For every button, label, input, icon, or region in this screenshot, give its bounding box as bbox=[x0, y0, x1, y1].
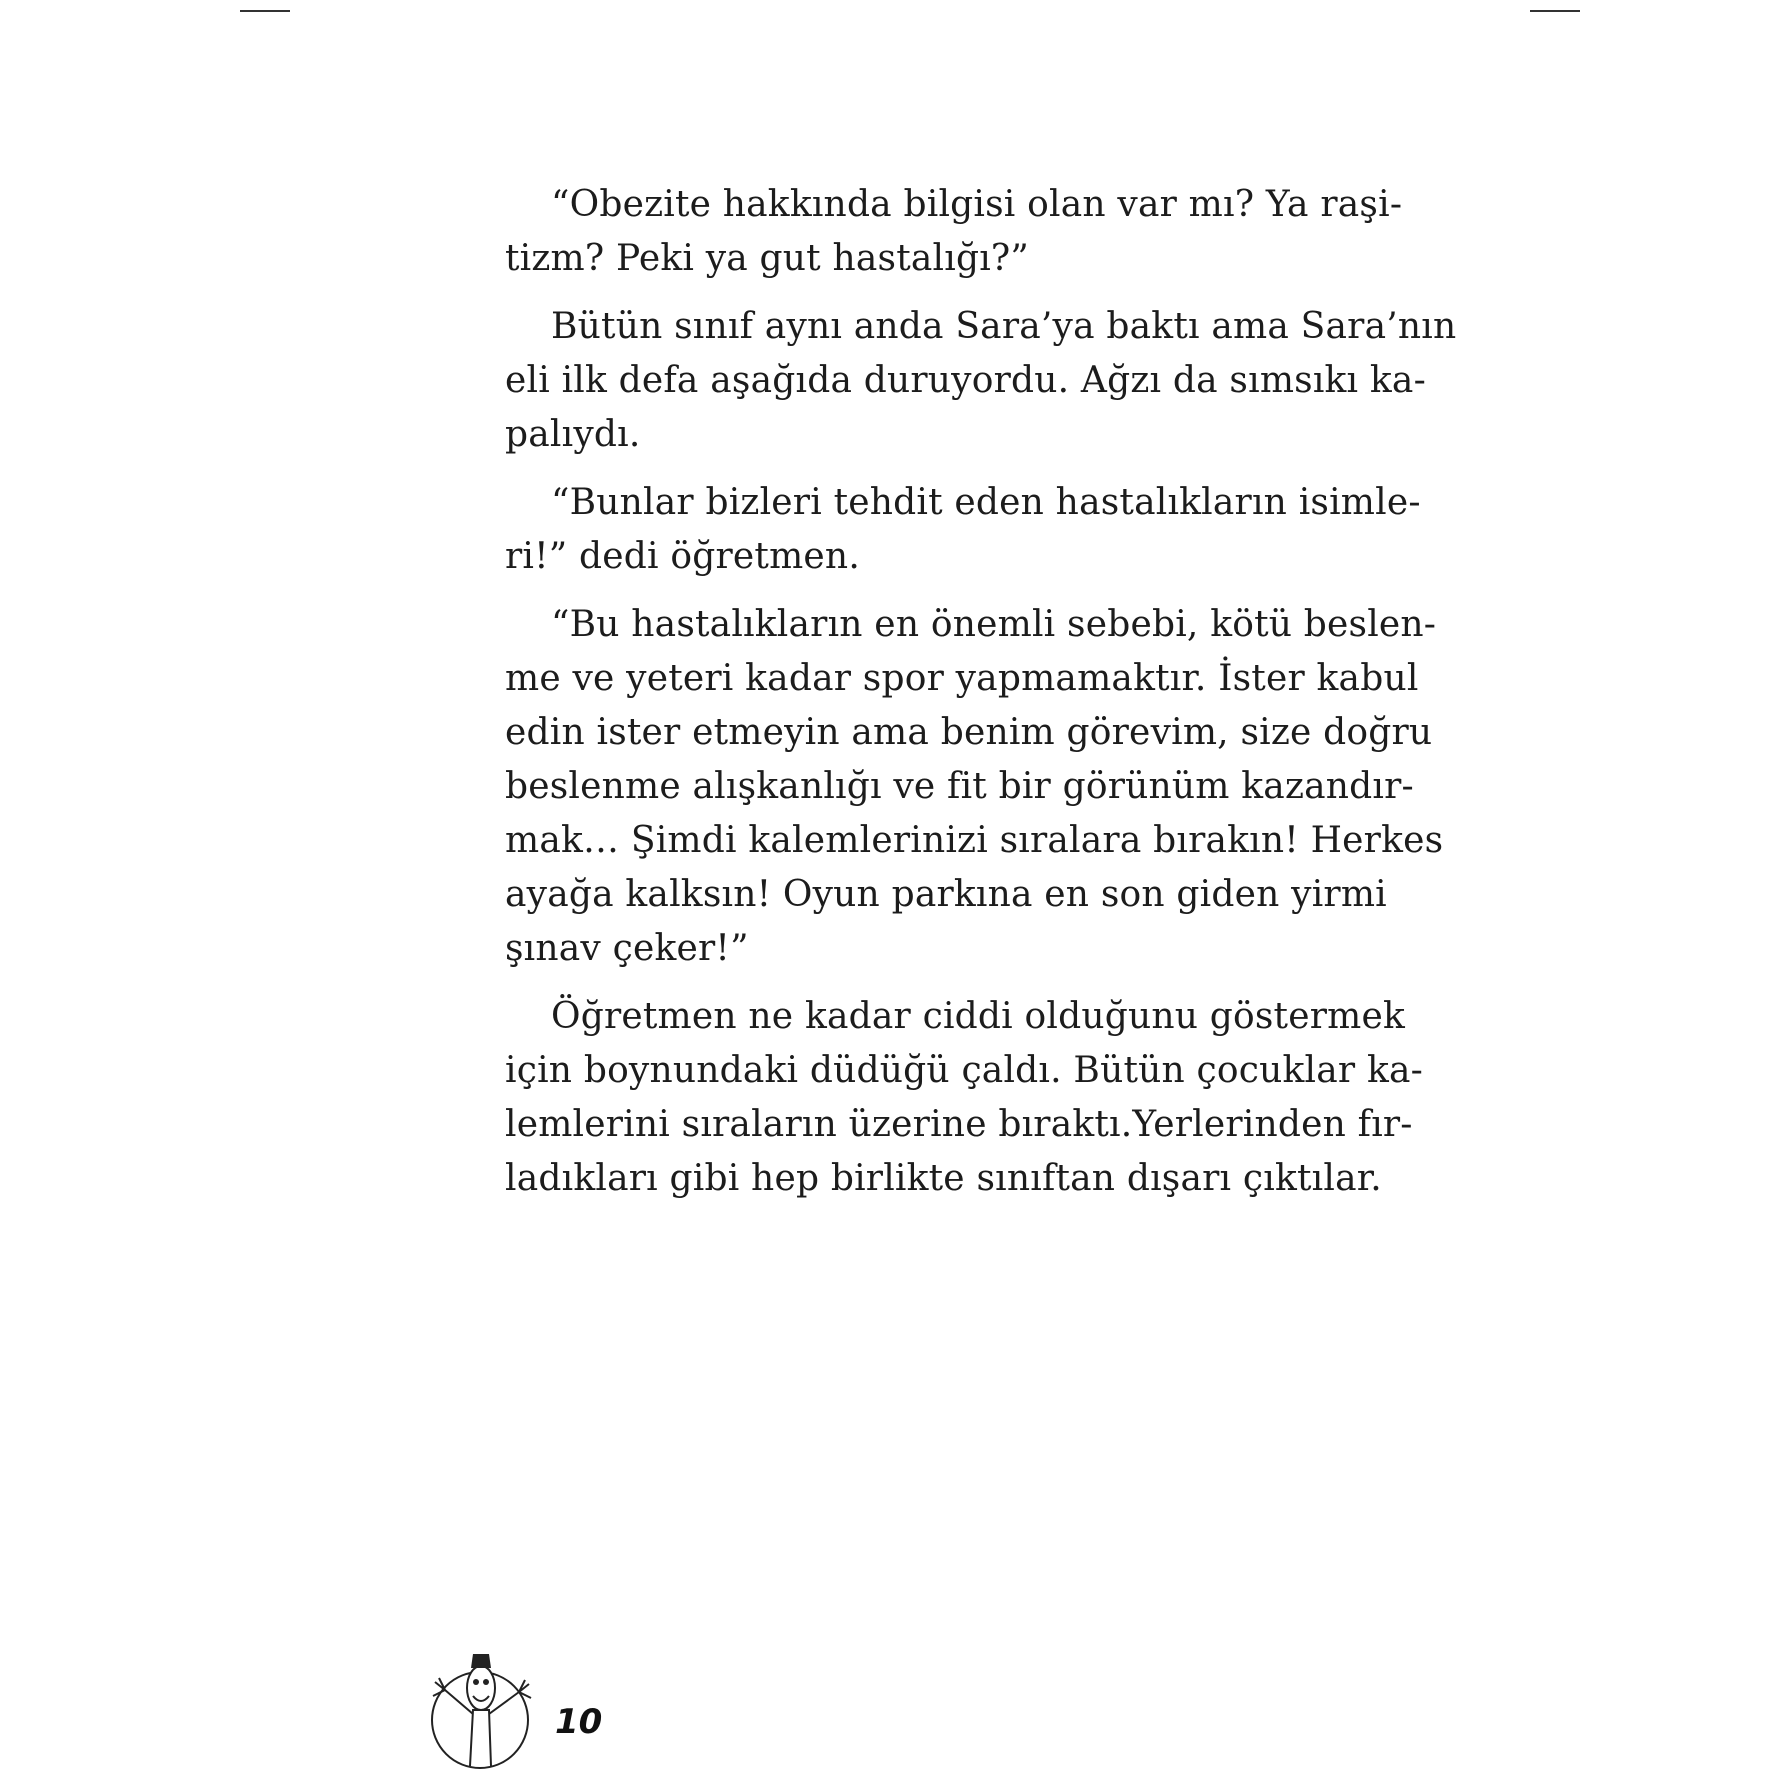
body-text bbox=[505, 178, 1457, 1220]
paragraph-3 bbox=[505, 476, 1421, 584]
text-line: “Obezite hakkında bilgisi olan var mı? Ya raşi- bbox=[551, 184, 1403, 225]
text-line: eli ilk defa aşağıda duruyordu. Ağzı da sımsıkı ka- bbox=[505, 360, 1426, 401]
text-line: me ve yeteri kadar spor yapmamaktır. İster kabul bbox=[505, 658, 1419, 699]
text-line: “Bu hastalıkların en önemli sebebi, kötü beslen- bbox=[551, 604, 1437, 645]
text-line: ri!” dedi öğretmen. bbox=[505, 536, 860, 577]
text-line: Öğretmen ne kadar ciddi olduğunu göstermek bbox=[551, 996, 1405, 1037]
text-line: tizm? Peki ya gut hastalığı?” bbox=[505, 238, 1030, 279]
text-line: için boynundaki düdüğü çaldı. Bütün çocuklar ka- bbox=[505, 1050, 1424, 1091]
text-line: palıydı. bbox=[505, 414, 641, 455]
paragraph-4 bbox=[505, 598, 1444, 976]
crop-mark-left bbox=[240, 10, 290, 12]
page-footer bbox=[415, 1640, 615, 1770]
text-line: ladıkları gibi hep birlikte sınıftan dışarı çıktılar. bbox=[505, 1158, 1382, 1199]
crop-mark-right bbox=[1530, 10, 1580, 12]
text-line: Bütün sınıf aynı anda Sara’ya baktı ama Sara’nın bbox=[551, 306, 1457, 347]
page-number: 10 bbox=[555, 1702, 603, 1742]
text-line: ayağa kalksın! Oyun parkına en son giden yirmi bbox=[505, 874, 1387, 915]
text-line: beslenme alışkanlığı ve fit bir görünüm kazandır- bbox=[505, 766, 1414, 807]
text-line: mak… Şimdi kalemlerinizi sıralara bırakın! Herkes bbox=[505, 820, 1444, 861]
cartoon-character-icon bbox=[415, 1640, 545, 1770]
text-line: lemlerini sıraların üzerine bıraktı.Yerlerinden fır- bbox=[505, 1104, 1413, 1145]
paragraph-1 bbox=[505, 178, 1403, 286]
paragraph-5 bbox=[505, 990, 1424, 1206]
text-line: “Bunlar bizleri tehdit eden hastalıkların isimle- bbox=[551, 482, 1421, 523]
text-line: edin ister etmeyin ama benim görevim, size doğru bbox=[505, 712, 1433, 753]
paragraph-2 bbox=[505, 300, 1457, 462]
text-line: şınav çeker!” bbox=[505, 928, 749, 969]
